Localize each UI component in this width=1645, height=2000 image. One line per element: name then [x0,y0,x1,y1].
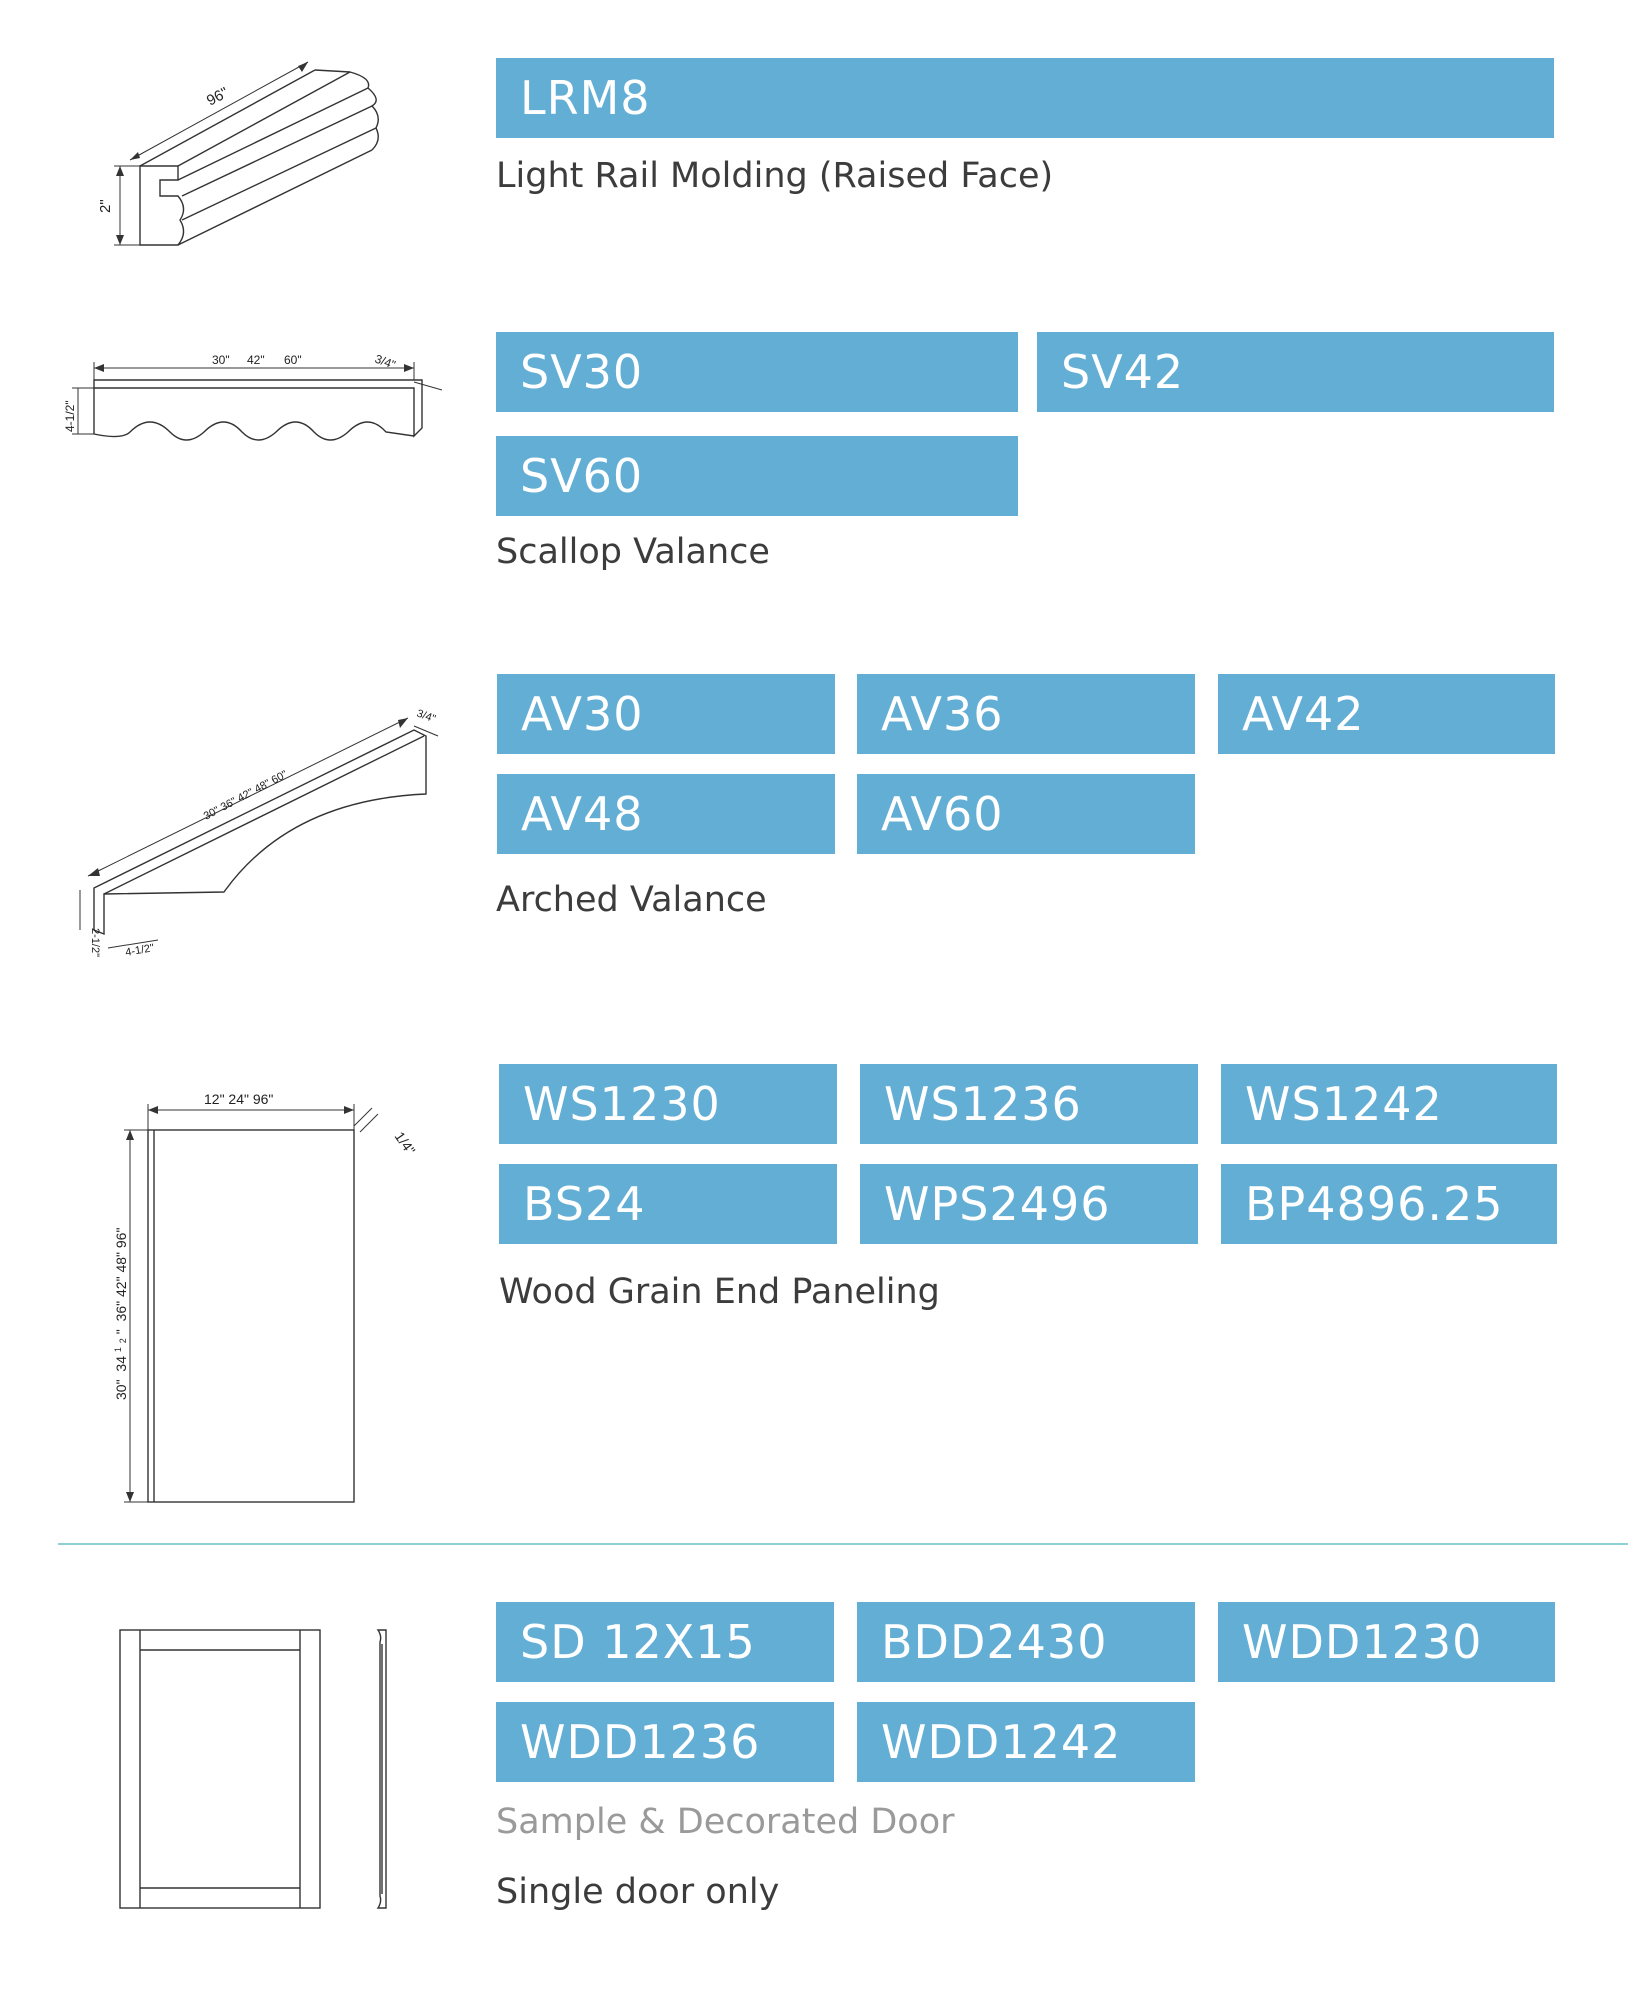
ep-heights-rest: 36" 42" 48" 96" [113,1227,129,1322]
code-sv30: SV30 [496,332,1018,412]
svg-text:30" 34 1 [108,1228,129,1400]
section-scallop-valance [0,300,1645,590]
code-wdd1236: WDD1236 [496,1702,834,1782]
code-wdd1230: WDD1230 [1218,1602,1555,1682]
arched-valance-drawing [70,680,450,959]
code-av42: AV42 [1218,674,1555,754]
code-bs24: BS24 [499,1164,837,1244]
ep-height-frac-num: 1 [113,1347,123,1353]
section-divider [58,1543,1628,1545]
note-single-door-only: Single door only [496,1872,780,1912]
code-av36: AV36 [857,674,1195,754]
section-sample-decorated-door [0,1560,1645,2000]
desc-wood-grain-end-paneling: Wood Grain End Paneling [499,1272,940,1312]
door-drawing [110,1620,410,1920]
end-paneling-drawing [110,1070,440,1510]
sv-height: 4-1/2" [63,400,77,432]
code-bp4896-25: BP4896.25 [1221,1164,1557,1244]
sv-thickness: 3/4" [372,351,398,372]
av-height: 2-1/2" [89,928,101,957]
desc-sample-decorated-door: Sample & Decorated Door [496,1802,955,1842]
desc-light-rail-molding: Light Rail Molding (Raised Face) [496,156,1054,196]
sv-length-42: 42" [247,353,265,367]
code-ws1230: WS1230 [499,1064,837,1144]
code-av60: AV60 [857,774,1195,854]
code-ws1242: WS1242 [1221,1064,1557,1144]
sv-length-30: 30" [212,353,230,367]
av-depth: 4-1/2" [124,942,156,959]
code-wdd1242: WDD1242 [857,1702,1195,1782]
code-av30: AV30 [497,674,835,754]
lrm-height-label: 2" [97,199,114,213]
lrm-length-label: 96" [203,84,232,110]
av-thickness: 3/4" [414,707,438,726]
ep-height-30: 30" [113,1379,129,1400]
section-light-rail-molding [0,0,1645,280]
section-wood-grain-end-paneling [0,1050,1645,1510]
ep-height-34: 34 [113,1355,129,1372]
av-lengths: 30" 36" 42" 48" 60" [201,768,290,823]
code-sd-12x15: SD 12X15 [496,1602,834,1682]
code-ws1236: WS1236 [860,1064,1198,1144]
code-sv42: SV42 [1037,332,1554,412]
sv-length-60: 60" [284,353,302,367]
code-sv60: SV60 [496,436,1018,516]
desc-scallop-valance: Scallop Valance [496,532,770,572]
section-arched-valance [0,640,1645,970]
ep-widths: 12" 24" 96" [204,1091,274,1107]
desc-arched-valance: Arched Valance [496,880,767,920]
code-av48: AV48 [497,774,835,854]
code-lrm8: LRM8 [496,58,1554,138]
code-wps2496: WPS2496 [860,1164,1198,1244]
ep-height-inch: " [113,1329,129,1335]
ep-height-frac-den: 2 [118,1338,128,1344]
scallop-valance-drawing [62,348,452,458]
ep-thickness: 1/4" [391,1128,419,1158]
light-rail-molding-drawing [97,48,430,258]
code-bdd2430: BDD2430 [857,1602,1195,1682]
